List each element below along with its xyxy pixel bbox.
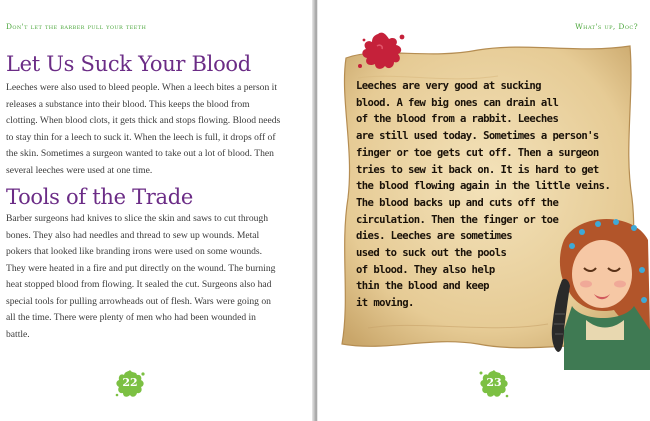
parchment-note-text: Leeches are very good at sucking blood. A few big ones can drain all of the blood from a rabbit. Leeches are still used today. Sometimes a person's finger or toe gets cut off. Then a surgeon tries to sew it back on. It is hard to get the blood flowing again in the little veins. The blood backs up and cuts off the circulation. Then the finger or toe dies. Leeches are sometimes used to suck out the pools of blood. They also help thin the blood and keep it moving. [356, 80, 611, 310]
page-number-badge-right [478, 368, 510, 400]
paragraph-leeches: Leeches were also used to bleed people. When a leech bites a person it releases a substance into their blood. This keeps the blood from clotting. When blood clots, it gets thick and stops flowing. Blood needs to stay thin for a leech to suck it. When the leech is full, it drops off of the skin. Sometimes a surgeon wanted to take out a lot of blood. Then several leeches were used at one time. [6, 82, 281, 176]
heading-let-us-suck-your-blood: Let Us Suck Your Blood [6, 52, 251, 76]
right-page [318, 0, 650, 421]
girl-with-leech-illustration [524, 210, 650, 370]
page-number-right: 23 [486, 376, 502, 389]
paragraph-tools: Barber surgeons had knives to slice the skin and saws to cut through bones. They also had needles and thread to sew up wounds. Metal pokers that looked like branding irons were used on some wounds. They were heated in a fire and put directly on the wound. The burning heat stopped blood from flowing. It sealed the cut. Surgeons also had special tools for pulling arrowheads out of flesh. Wars were going on all the time. There were plenty of men who had been wounded in battle. [6, 213, 276, 340]
blood-splatter-icon [352, 28, 410, 76]
page-number-badge-left [114, 368, 146, 400]
running-head-right: What's up, Doc? [575, 22, 638, 31]
page-number-left: 22 [122, 376, 138, 389]
running-head-left: Don't let the barber pull your teeth [6, 22, 147, 31]
left-page [0, 0, 318, 421]
heading-tools-of-the-trade: Tools of the Trade [6, 185, 194, 209]
